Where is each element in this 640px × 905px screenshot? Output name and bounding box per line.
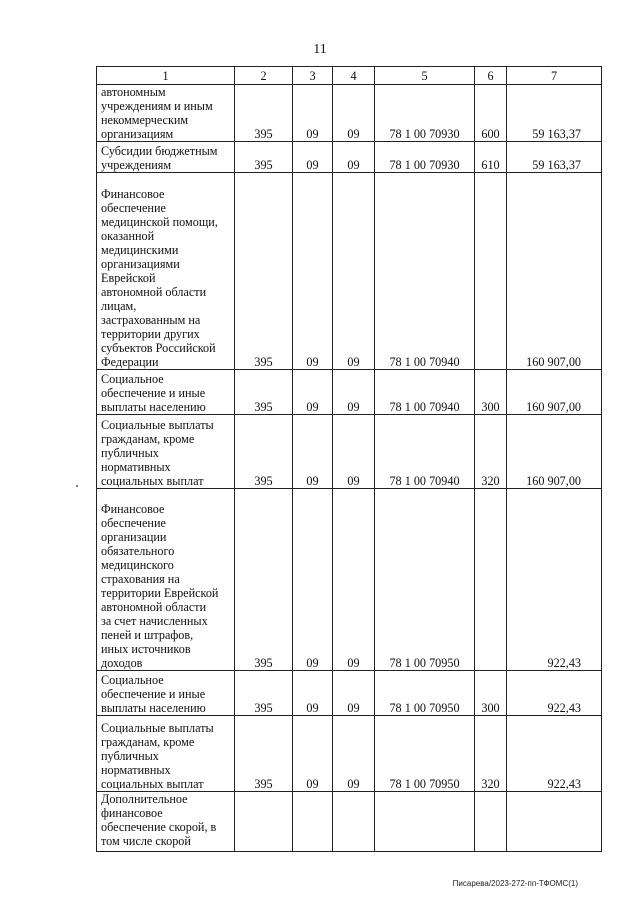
- cell-target-article: 78 1 00 70940: [375, 370, 475, 415]
- row-name: Финансовое обеспечение организации обязательного медицинского страхования на территории Еврейской автономной области за счет начисленных пеней и штрафов, иных источников доходов: [97, 489, 235, 671]
- cell-expense-type: [475, 792, 507, 852]
- table-row: [97, 415, 602, 489]
- column-number-row: [97, 67, 602, 85]
- column-header: 3: [293, 67, 333, 85]
- table-row: [97, 489, 602, 671]
- column-header: 1: [97, 67, 235, 85]
- cell-expense-type: 300: [475, 671, 507, 716]
- cell-section: 09: [293, 671, 333, 716]
- cell-amount: [507, 792, 602, 852]
- cell-target-article: 78 1 00 70940: [375, 173, 475, 370]
- cell-admin-code: 395: [235, 671, 293, 716]
- cell-subsection: 09: [333, 489, 375, 671]
- cell-target-article: 78 1 00 70950: [375, 489, 475, 671]
- table-row: [97, 671, 602, 716]
- row-name: Субсидии бюджетным учреждениям: [97, 142, 235, 173]
- cell-section: 09: [293, 173, 333, 370]
- column-header: 5: [375, 67, 475, 85]
- cell-amount: 160 907,00: [507, 370, 602, 415]
- cell-admin-code: 395: [235, 85, 293, 142]
- column-header: 6: [475, 67, 507, 85]
- cell-section: 09: [293, 415, 333, 489]
- cell-subsection: [333, 792, 375, 852]
- cell-expense-type: 320: [475, 415, 507, 489]
- cell-target-article: [375, 792, 475, 852]
- scan-speck: [76, 485, 78, 487]
- cell-target-article: 78 1 00 70930: [375, 142, 475, 173]
- cell-section: 09: [293, 489, 333, 671]
- budget-table: [96, 66, 602, 852]
- cell-section: 09: [293, 142, 333, 173]
- row-name: Дополнительное финансовое обеспечение скорой, в том числе скорой: [97, 792, 235, 852]
- cell-subsection: 09: [333, 415, 375, 489]
- column-header: 2: [235, 67, 293, 85]
- cell-amount: 922,43: [507, 489, 602, 671]
- cell-expense-type: 610: [475, 142, 507, 173]
- document-reference: Писарева/2023-272-пп-ТФОМС(1): [452, 879, 578, 888]
- row-name: Социальные выплаты гражданам, кроме публичных нормативных социальных выплат: [97, 415, 235, 489]
- cell-amount: 922,43: [507, 716, 602, 792]
- cell-admin-code: 395: [235, 415, 293, 489]
- page-number: 11: [313, 42, 327, 57]
- table-row: [97, 716, 602, 792]
- cell-subsection: 09: [333, 85, 375, 142]
- row-name: Финансовое обеспечение медицинской помощи, оказанной медицинскими организациями Еврейской автономной области лицам, застрахованным на территории других субъектов Российской Федерации: [97, 173, 235, 370]
- row-name: Социальные выплаты гражданам, кроме публичных нормативных социальных выплат: [97, 716, 235, 792]
- cell-target-article: 78 1 00 70930: [375, 85, 475, 142]
- table-row: [97, 370, 602, 415]
- cell-subsection: 09: [333, 370, 375, 415]
- cell-target-article: 78 1 00 70940: [375, 415, 475, 489]
- cell-subsection: 09: [333, 671, 375, 716]
- cell-admin-code: 395: [235, 370, 293, 415]
- cell-expense-type: 300: [475, 370, 507, 415]
- table-row: [97, 142, 602, 173]
- cell-expense-type: 600: [475, 85, 507, 142]
- cell-subsection: 09: [333, 716, 375, 792]
- column-header: 7: [507, 67, 602, 85]
- cell-expense-type: [475, 489, 507, 671]
- cell-expense-type: 320: [475, 716, 507, 792]
- cell-expense-type: [475, 173, 507, 370]
- row-name: Социальное обеспечение и иные выплаты населению: [97, 370, 235, 415]
- cell-subsection: 09: [333, 142, 375, 173]
- cell-target-article: 78 1 00 70950: [375, 716, 475, 792]
- cell-admin-code: 395: [235, 489, 293, 671]
- cell-admin-code: 395: [235, 716, 293, 792]
- cell-admin-code: 395: [235, 173, 293, 370]
- cell-section: [293, 792, 333, 852]
- row-name: автономным учреждениям и иным некоммерческим организациям: [97, 85, 235, 142]
- cell-subsection: 09: [333, 173, 375, 370]
- cell-target-article: 78 1 00 70950: [375, 671, 475, 716]
- cell-section: 09: [293, 716, 333, 792]
- table-row: [97, 85, 602, 142]
- cell-amount: 59 163,37: [507, 142, 602, 173]
- cell-admin-code: [235, 792, 293, 852]
- cell-section: 09: [293, 370, 333, 415]
- cell-admin-code: 395: [235, 142, 293, 173]
- column-header: 4: [333, 67, 375, 85]
- cell-amount: 160 907,00: [507, 173, 602, 370]
- cell-section: 09: [293, 85, 333, 142]
- cell-amount: 160 907,00: [507, 415, 602, 489]
- table-row: [97, 792, 602, 852]
- table-row: [97, 173, 602, 370]
- cell-amount: 922,43: [507, 671, 602, 716]
- row-name: Социальное обеспечение и иные выплаты населению: [97, 671, 235, 716]
- cell-amount: 59 163,37: [507, 85, 602, 142]
